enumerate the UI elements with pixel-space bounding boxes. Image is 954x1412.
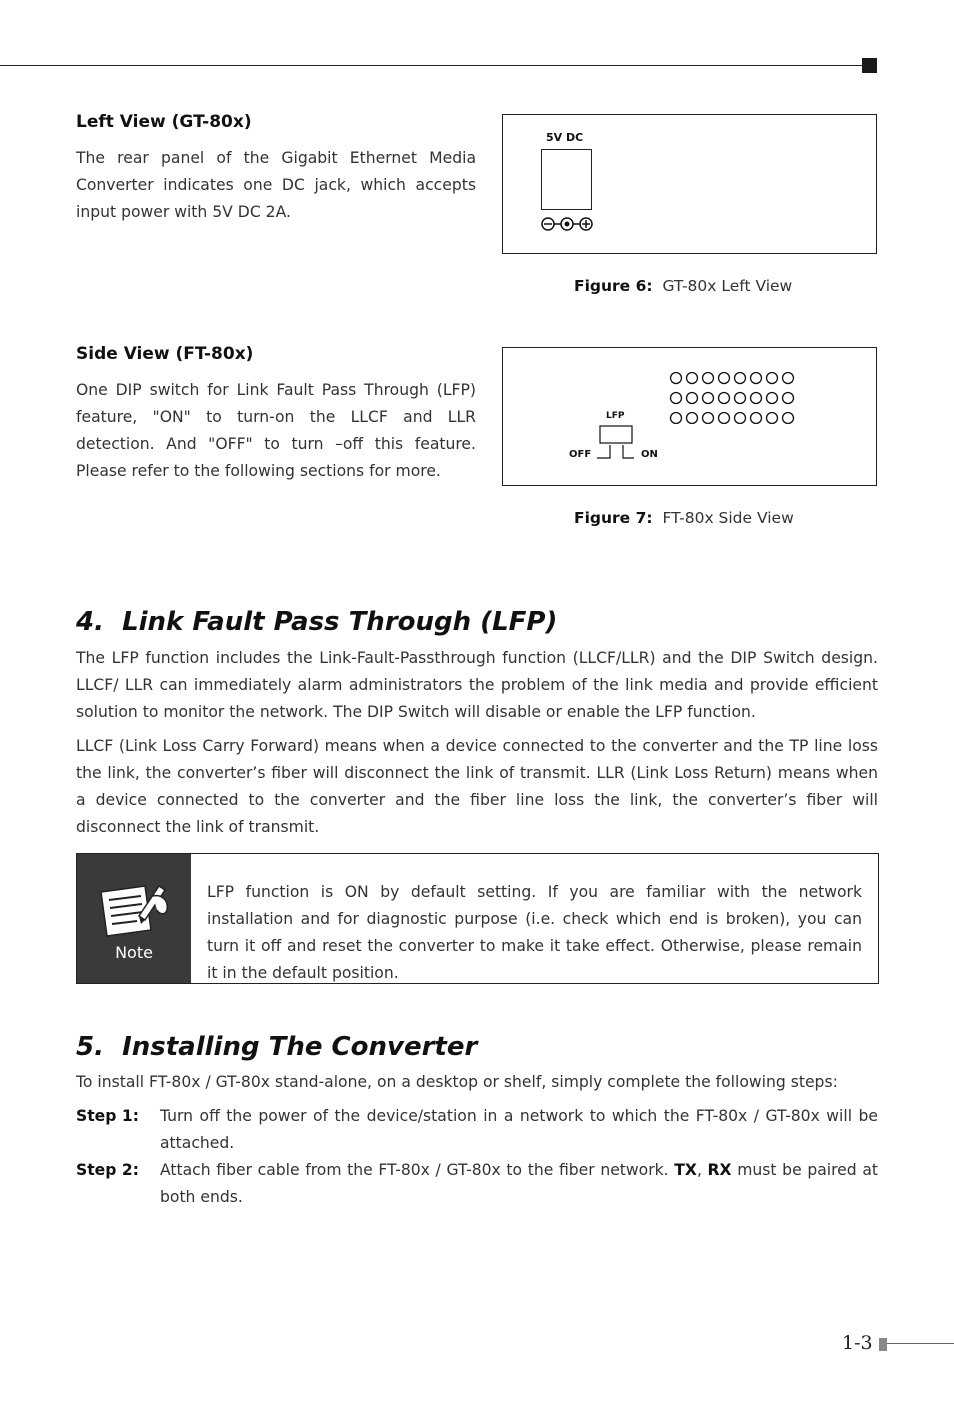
footer-marker — [879, 1338, 887, 1351]
vent-hole — [719, 373, 730, 384]
note-pad-icon — [97, 880, 173, 940]
vent-hole — [671, 413, 682, 424]
step-2-comma: , — [696, 1161, 708, 1179]
left-view-heading: Left View (GT-80x) — [76, 112, 252, 132]
note-text: LFP function is ON by default setting. If you are familiar with the network installation and for diagnostic purpose (i.e. check which end is broken), you can turn it off and reset the converter to make it take effect. Otherwise, please remain it in the default position. — [207, 883, 862, 982]
figure-7-caption — [574, 509, 794, 527]
section-4-paragraph-2: LLCF (Link Loss Carry Forward) means when a device connected to the converter and the TP line loss the link, the converter’s fiber will disconnect the link of transmit. LLR (Link Loss Return) means when a device connected to the converter and the fiber line loss the link, the converter’s fiber will disconnect the link of transmit. — [76, 737, 878, 836]
section-5-title: 5. Installing The Converter — [76, 1032, 478, 1062]
vent-hole — [735, 373, 746, 384]
vent-hole — [687, 413, 698, 424]
header-square — [862, 58, 877, 73]
off-label: OFF — [569, 449, 592, 460]
figure-6-box — [502, 114, 877, 254]
vent-hole — [767, 393, 778, 404]
vent-holes — [666, 368, 796, 424]
left-view-text: The rear panel of the Gigabit Ethernet Media Converter indicates one DC jack, which accepts input power with 5V DC 2A. — [76, 149, 476, 221]
footer-rule — [887, 1343, 954, 1344]
step-2-text-b: must be paired at both ends. — [160, 1161, 878, 1206]
side-view-heading: Side View (FT-80x) — [76, 344, 254, 364]
rx-label: RX — [707, 1161, 732, 1179]
dc-jack-label: 5V DC — [546, 131, 584, 144]
vent-hole — [703, 373, 714, 384]
section-4-title: 4. Link Fault Pass Through (LFP) — [76, 607, 558, 637]
vent-hole — [751, 413, 762, 424]
dc-jack — [541, 149, 592, 210]
note-label: Note — [115, 943, 153, 962]
figure-7-text: FT-80x Side View — [662, 509, 794, 527]
step-1-text: Turn off the power of the device/station in a network to which the FT-80x / GT-80x will be attached. — [160, 1107, 878, 1152]
vent-hole — [671, 373, 682, 384]
vent-hole — [687, 393, 698, 404]
vent-hole — [751, 393, 762, 404]
lfp-label: LFP — [606, 411, 625, 421]
vent-hole — [767, 413, 778, 424]
tx-label: TX — [674, 1161, 697, 1179]
dip-switch-icon — [596, 425, 636, 460]
figure-7-number: Figure 7: — [574, 509, 653, 527]
page-number: 1-3 — [842, 1332, 873, 1354]
vent-hole — [783, 393, 794, 404]
figure-6-text: GT-80x Left View — [662, 277, 793, 295]
section-5-intro: To install FT-80x / GT-80x stand-alone, on a desktop or shelf, simply complete the following steps: — [76, 1073, 838, 1091]
step-2-label: Step 2: — [76, 1161, 139, 1179]
vent-hole — [703, 393, 714, 404]
on-label: ON — [641, 449, 658, 460]
vent-hole — [783, 413, 794, 424]
figure-7-box — [502, 347, 877, 486]
section-4-paragraph-1: The LFP function includes the Link-Fault-Passthrough function (LLCF/LLR) and the DIP Switch design. LLCF/ LLR can immediately alarm administrators the problem of the link media and provide efficient solution to monitor the network. The DIP Switch will disable or enable the LFP function. — [76, 649, 878, 721]
vent-hole — [783, 373, 794, 384]
step-2-text — [160, 1157, 878, 1211]
side-view-text: One DIP switch for Link Fault Pass Through (LFP) feature, "ON" to turn-on the LLCF and LLR detection. And "OFF" to turn –off this feature. Please refer to the following sections for more. — [76, 381, 476, 480]
vent-hole — [735, 393, 746, 404]
vent-hole — [751, 373, 762, 384]
vent-hole — [687, 373, 698, 384]
figure-6-number: Figure 6: — [574, 277, 653, 295]
step-2-text-a: Attach fiber cable from the FT-80x / GT-80x to the fiber network. — [160, 1161, 675, 1179]
note-box — [76, 853, 879, 984]
vent-hole — [719, 393, 730, 404]
vent-hole — [735, 413, 746, 424]
step-1-label: Step 1: — [76, 1107, 139, 1125]
figure-6-caption — [574, 277, 792, 295]
vent-hole — [671, 393, 682, 404]
header-rule — [0, 65, 870, 66]
vent-hole — [719, 413, 730, 424]
note-sidebar — [77, 854, 191, 983]
polarity-icon — [540, 215, 596, 233]
vent-hole — [703, 413, 714, 424]
vent-hole — [767, 373, 778, 384]
